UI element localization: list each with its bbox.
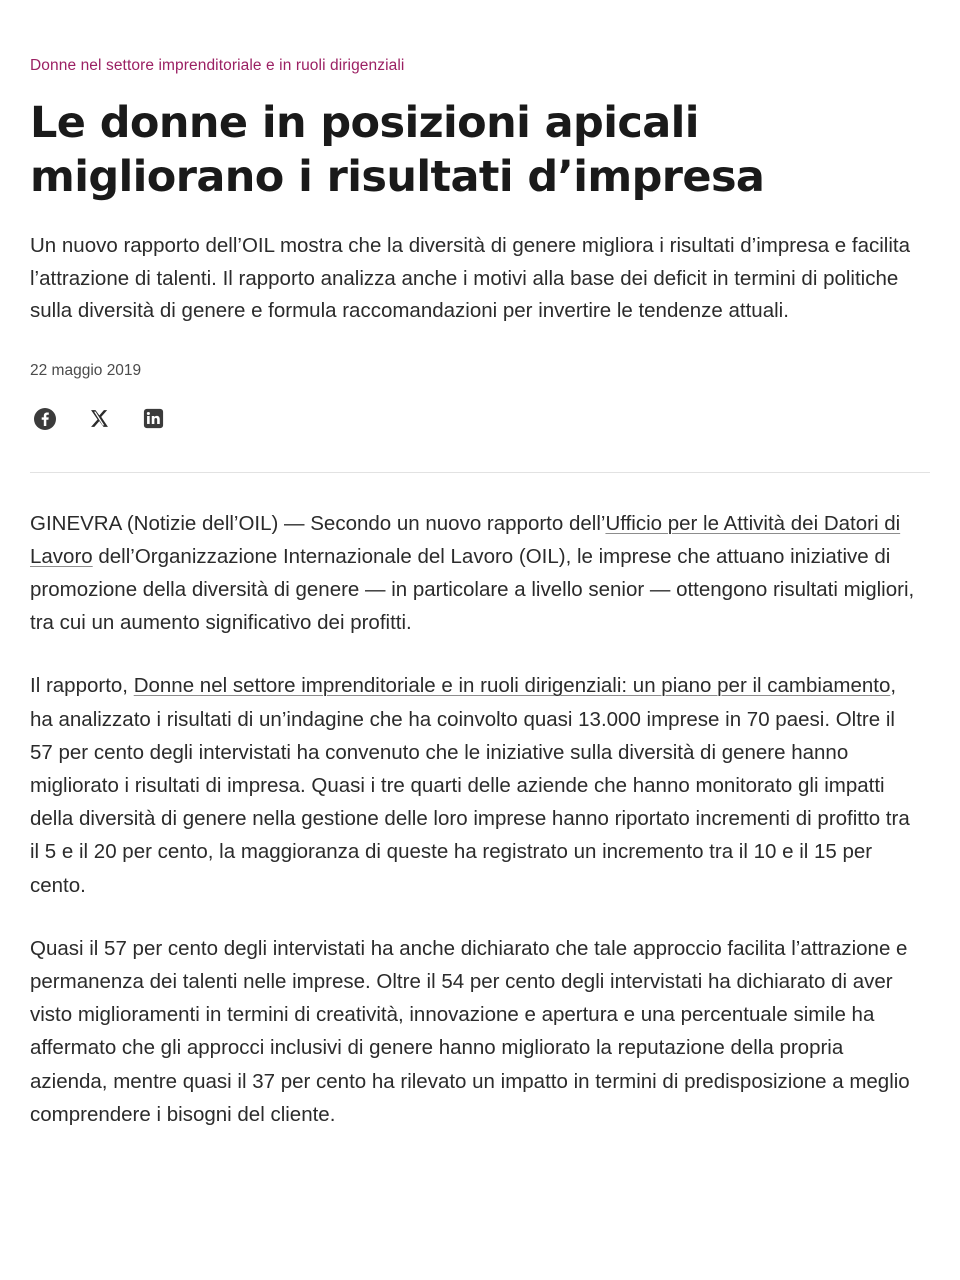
page-right-margin — [930, 0, 960, 1280]
social-share-bar — [30, 406, 930, 432]
link-rapporto-piano-per-il-cambiamento[interactable]: Donne nel settore imprenditoriale e in ruoli dirigenziali: un piano per il cambiamento — [133, 674, 891, 698]
body-paragraph-2 — [30, 669, 916, 901]
body-p2-text-before: Il rapporto, — [30, 674, 134, 698]
article-body — [30, 507, 930, 1131]
page-title: Le donne in posizioni apicali migliorano i risultati d’impresa — [30, 98, 765, 203]
x-twitter-icon[interactable] — [86, 406, 112, 432]
publish-date: 22 maggio 2019 — [30, 361, 142, 379]
body-p1-text-before: GINEVRA (Notizie dell’OIL) — Secondo un nuovo rapporto dell’ — [30, 511, 606, 535]
content-divider — [30, 472, 930, 473]
article-kicker: Donne nel settore imprenditoriale e in ruoli dirigenziali — [30, 57, 405, 74]
link-ufficio-attivita-datori-lavoro[interactable]: Ufficio per le Attività dei Datori di Lavoro — [30, 511, 901, 568]
body-paragraph-1 — [30, 507, 916, 640]
body-p1-text-after: dell’Organizzazione Internazionale del Lavoro (OIL), le imprese che attuano iniziative di promozione della diversità di genere — in particolare a livello senior — ottengono risultati migliori, tra cui un aumento significativo dei profitti. — [30, 544, 915, 635]
article-standfirst: Un nuovo rapporto dell’OIL mostra che la diversità di genere migliora i risultati d’impresa e facilita l’attrazione di talenti. Il rapporto analizza anche i motivi alla base dei deficit in termini di politiche sulla diversità di genere e formula raccomandazioni per invertire le tendenze attuali. — [30, 234, 911, 323]
body-paragraph-3: Quasi il 57 per cento degli intervistati ha anche dichiarato che tale approccio facilita l’attrazione e permanenza dei talenti nelle imprese. Oltre il 54 per cento degli intervistati ha dichiarato di aver visto miglioramenti in termini di creatività, innovazione e apertura e una percentuale simile ha affermato che gli approcci inclusivi di genere hanno migliorato la reputazione della propria azienda, mentre quasi il 37 per cento ha rilevato un impatto in termini di predisposizione a meglio comprendere i bisogni del cliente. — [30, 936, 910, 1126]
body-p2-text-after: , ha analizzato i risultati di un’indagine che ha coinvolto quasi 13.000 imprese in 70 paesi. Oltre il 57 per cento degli intervistati ha convenuto che le iniziative sulla diversità di genere hanno migliorato i risultati di impresa. Quasi i tre quarti delle aziende che hanno monitorato gli impatti della diversità di genere nella gestione delle loro imprese hanno riportato incrementi di profitto tra il 5 e il 20 per cento, la maggioranza di queste ha registrato un incremento tra il 10 e il 15 per cento. — [30, 674, 910, 897]
facebook-icon[interactable] — [32, 406, 58, 432]
linkedin-icon[interactable] — [140, 406, 166, 432]
